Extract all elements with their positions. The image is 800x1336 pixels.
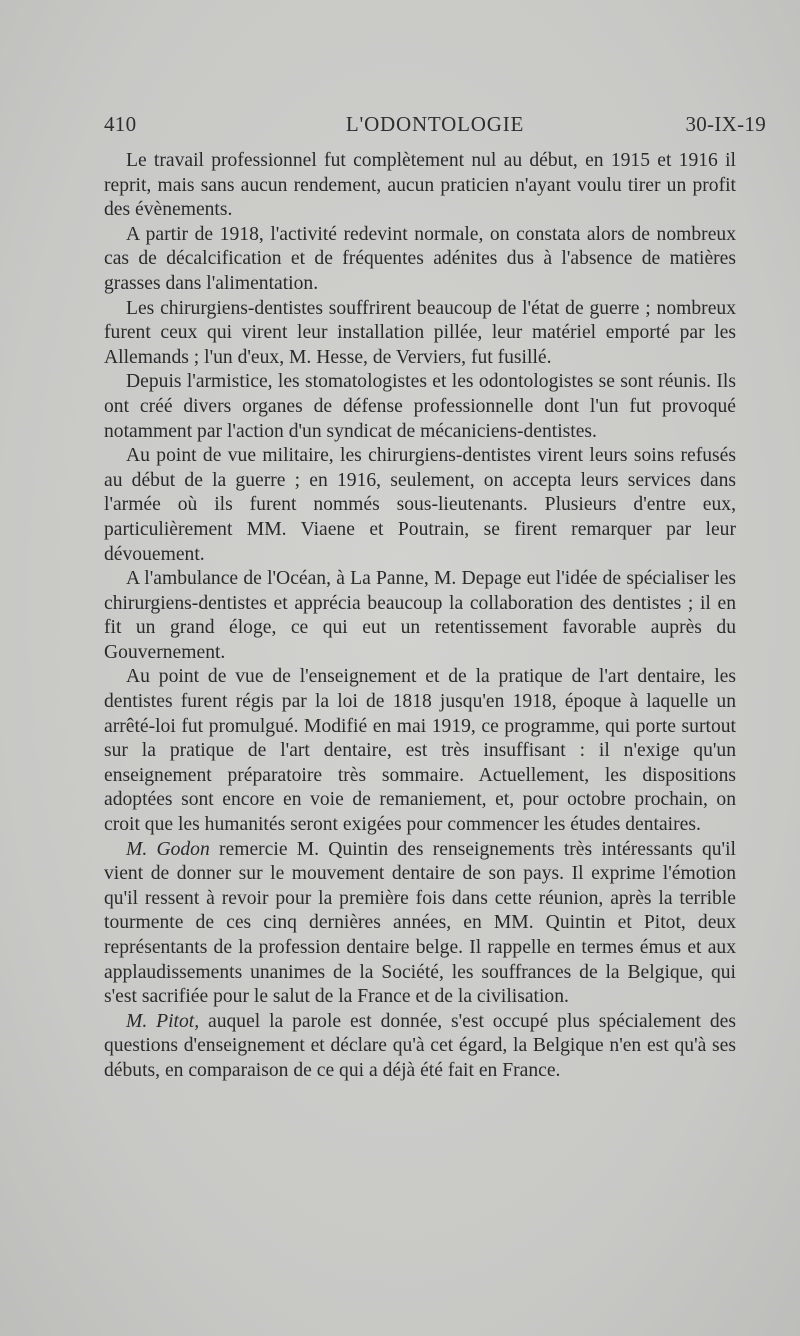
paragraph-text: Depuis l'armistice, les stomatologistes et les odontologistes se sont réunis. Ils ont créé divers organes de défense professionnelle dont l'un fut provoqué notamment par l'action d'un syndicat de mécaniciens-dentistes. bbox=[104, 371, 736, 442]
paragraph-text: Les chirurgiens-dentistes souffrirent beaucoup de l'état de guerre ; nombreux furent ceux qui virent leur installation pillée, leur matériel emporté par les Allemands ; l'un d'eux, M. Hesse, de Verviers, fut fusillé. bbox=[104, 297, 736, 368]
paragraph-text: remercie M. Quintin des renseignements très intéressants qu'il vient de donner sur le mouvement dentaire de son pays. Il exprime l'émotion qu'il ressent à revoir pour la première fois dans cette réunion, après la terrible tourmente de ces cinq dernières années, en MM. Quintin et Pitot, deux représentants de la profession dentaire belge. Il rappelle en termes émus et aux applaudissements unanimes de la Société, les souffrances de la Belgique, qui s'est sacrifiée pour le salut de la France et de la civilisation. bbox=[104, 838, 736, 1008]
paragraph bbox=[104, 149, 736, 223]
speaker-name: M. Godon bbox=[126, 838, 210, 860]
journal-title: L'ODONTOLOGIE bbox=[345, 112, 525, 136]
paragraph bbox=[104, 444, 736, 567]
paragraph bbox=[104, 223, 736, 297]
paragraph bbox=[104, 297, 736, 371]
paragraph bbox=[104, 838, 736, 1010]
paragraph bbox=[104, 370, 736, 444]
page-number: 410 bbox=[104, 112, 137, 136]
body-text bbox=[104, 149, 736, 1084]
issue-date: 30-IX-19 bbox=[685, 112, 766, 136]
speaker-name: M. Pitot, bbox=[126, 1010, 200, 1032]
paragraph-text: Au point de vue militaire, les chirurgiens-dentistes virent leurs soins refusés au début de la guerre ; en 1916, seulement, on accepta leurs services dans l'armée où ils furent nommés sous-lieutenants. Plusieurs d'entre eux, particulièrement MM. Viaene et Poutrain, se firent remarquer par leur dévouement. bbox=[104, 445, 736, 565]
paragraph-text: Le travail professionnel fut complètement nul au début, en 1915 et 1916 il reprit, mais sans aucun rendement, aucun praticien n'ayant voulu tirer un profit des évènements. bbox=[104, 150, 736, 221]
running-header bbox=[104, 112, 766, 142]
paragraph bbox=[104, 665, 736, 837]
paragraph-text: Au point de vue de l'enseignement et de la pratique de l'art dentaire, les dentistes furent régis par la loi de 1818 jusqu'en 1918, époque à laquelle un arrêté-loi fut promulgué. Modifié en mai 1919, ce programme, qui porte surtout sur la pratique de l'art dentaire, est très insuffisant : il n'exige qu'un enseignement préparatoire très sommaire. Actuellement, les dispositions adoptées sont encore en voie de remaniement, et, pour octobre prochain, on croit que les humanités seront exigées pour commencer les études dentaires. bbox=[104, 666, 736, 836]
paragraph-text: auquel la parole est donnée, s'est occupé plus spécialement des questions d'enseignement et déclare qu'à cet égard, la Belgique n'en est qu'à ses débuts, en comparaison de ce qui a déjà été fait en France. bbox=[104, 1010, 736, 1081]
paragraph-text: A l'ambulance de l'Océan, à La Panne, M. Depage eut l'idée de spécialiser les chirurgiens-dentistes et apprécia beaucoup la collaboration des dentistes ; il en fit un grand éloge, ce qui eut un retentissement favorable auprès du Gouvernement. bbox=[104, 568, 736, 663]
paragraph-text: A partir de 1918, l'activité redevint normale, on constata alors de nombreux cas de décalcification et de fréquentes adénites dus à l'absence de matières grasses dans l'alimentation. bbox=[104, 223, 736, 294]
paragraph bbox=[104, 567, 736, 665]
paragraph bbox=[104, 1010, 736, 1084]
